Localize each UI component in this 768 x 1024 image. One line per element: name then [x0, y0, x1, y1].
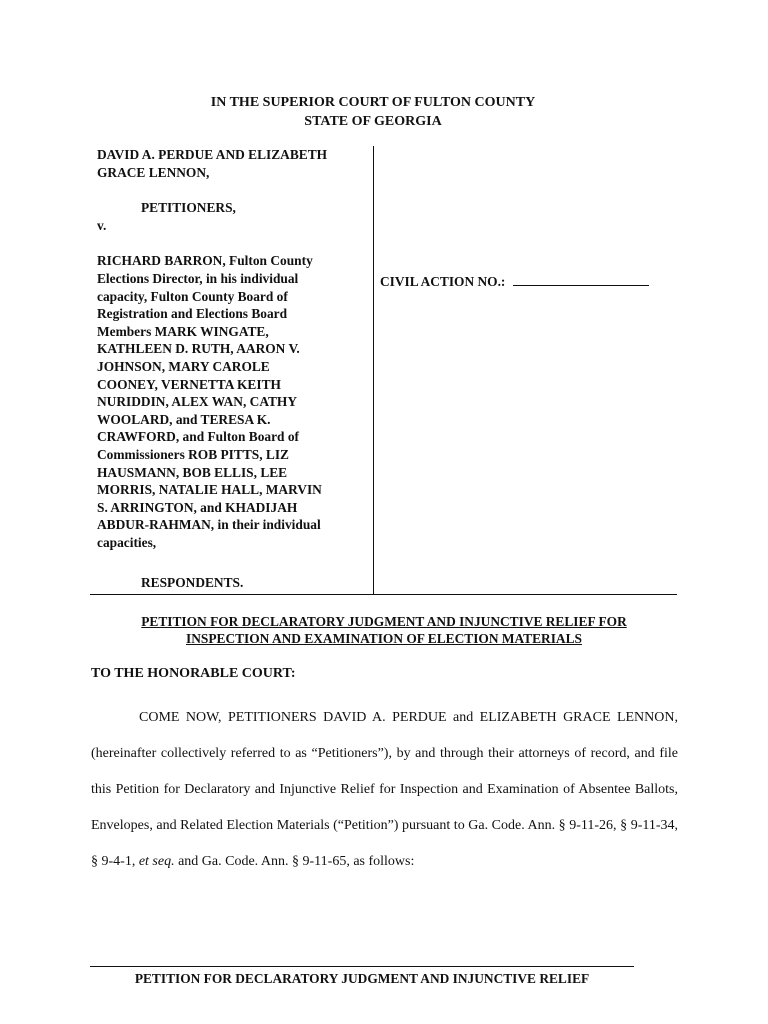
respondent-line: WOOLARD, and TERESA K.	[97, 411, 271, 427]
civil-action-blank-line	[513, 273, 649, 286]
respondent-line: S. ARRINGTON, and KHADIJAH	[97, 499, 298, 515]
respondent-line: COONEY, VERNETTA KEITH	[97, 376, 281, 392]
petitioners-label: PETITIONERS,	[141, 200, 236, 216]
footer-title: PETITION FOR DECLARATORY JUDGMENT AND INJUNCTIVE RELIEF	[134, 971, 590, 986]
civil-action-number	[380, 273, 649, 290]
caption-divider-horizontal	[90, 594, 677, 595]
respondent-line: Elections Director, in his individual	[97, 270, 299, 286]
respondent-names	[97, 252, 367, 551]
respondent-line: capacities,	[97, 534, 157, 550]
respondent-line: MORRIS, NATALIE HALL, MARVIN	[97, 482, 322, 498]
salutation: TO THE HONORABLE COURT:	[91, 666, 296, 681]
body-text: COME NOW, PETITIONERS DAVID A. PERDUE and ELIZABETH GRACE LENNON, (hereinafter collectively referred to as “Petitioners”), by and through their attorneys of record, and file this Petition for Declaratory and Injunctive Relief for Inspection and Examination of Absentee Ballots, Envelopes, and Related Election Materials (“Petition”) pursuant to Ga. Code. Ann. § 9-11-26, § 9-11-34, § 9-4-1,	[91, 710, 678, 869]
respondent-line: Members MARK WINGATE,	[97, 323, 269, 339]
body-paragraph	[91, 700, 678, 880]
petitioner-names	[97, 146, 367, 181]
respondent-line: JOHNSON, MARY CAROLE	[97, 358, 270, 374]
court-name: IN THE SUPERIOR COURT OF FULTON COUNTY	[210, 95, 536, 110]
respondent-line: capacity, Fulton County Board of	[97, 288, 288, 304]
respondent-line: RICHARD BARRON, Fulton County	[97, 253, 313, 269]
respondent-line: NURIDDIN, ALEX WAN, CATHY	[97, 394, 298, 410]
respondents-label: RESPONDENTS.	[141, 575, 244, 590]
caption-divider-vertical	[373, 146, 374, 594]
court-header	[0, 93, 746, 131]
respondent-line: Commissioners ROB PITTS, LIZ	[97, 446, 289, 462]
respondent-line: HAUSMANN, BOB ELLIS, LEE	[97, 464, 288, 480]
document-title-line: INSPECTION AND EXAMINATION OF ELECTION MATERIALS	[186, 631, 582, 646]
document-title	[0, 613, 768, 647]
respondent-line: Registration and Elections Board	[97, 306, 288, 322]
body-text: and Ga. Code. Ann. § 9-11-65, as follows:	[174, 854, 415, 869]
petitioner-names-line: GRACE LENNON,	[97, 164, 210, 180]
petitioner-names-line: DAVID A. PERDUE AND ELIZABETH	[97, 147, 328, 162]
document-title-line: PETITION FOR DECLARATORY JUDGMENT AND INJUNCTIVE RELIEF FOR	[141, 614, 627, 629]
case-caption-parties	[97, 146, 367, 590]
civil-action-label: CIVIL ACTION NO.:	[380, 274, 506, 289]
body-text-italic: et seq.	[138, 854, 175, 869]
footer-rule	[90, 966, 634, 967]
court-state: STATE OF GEORGIA	[304, 114, 442, 129]
versus-label: v.	[97, 217, 107, 233]
respondent-line: KATHLEEN D. RUTH, AARON V.	[97, 341, 300, 357]
respondent-line: CRAWFORD, and Fulton Board of	[97, 429, 299, 445]
respondent-line: ABDUR-RAHMAN, in their individual	[97, 517, 321, 533]
